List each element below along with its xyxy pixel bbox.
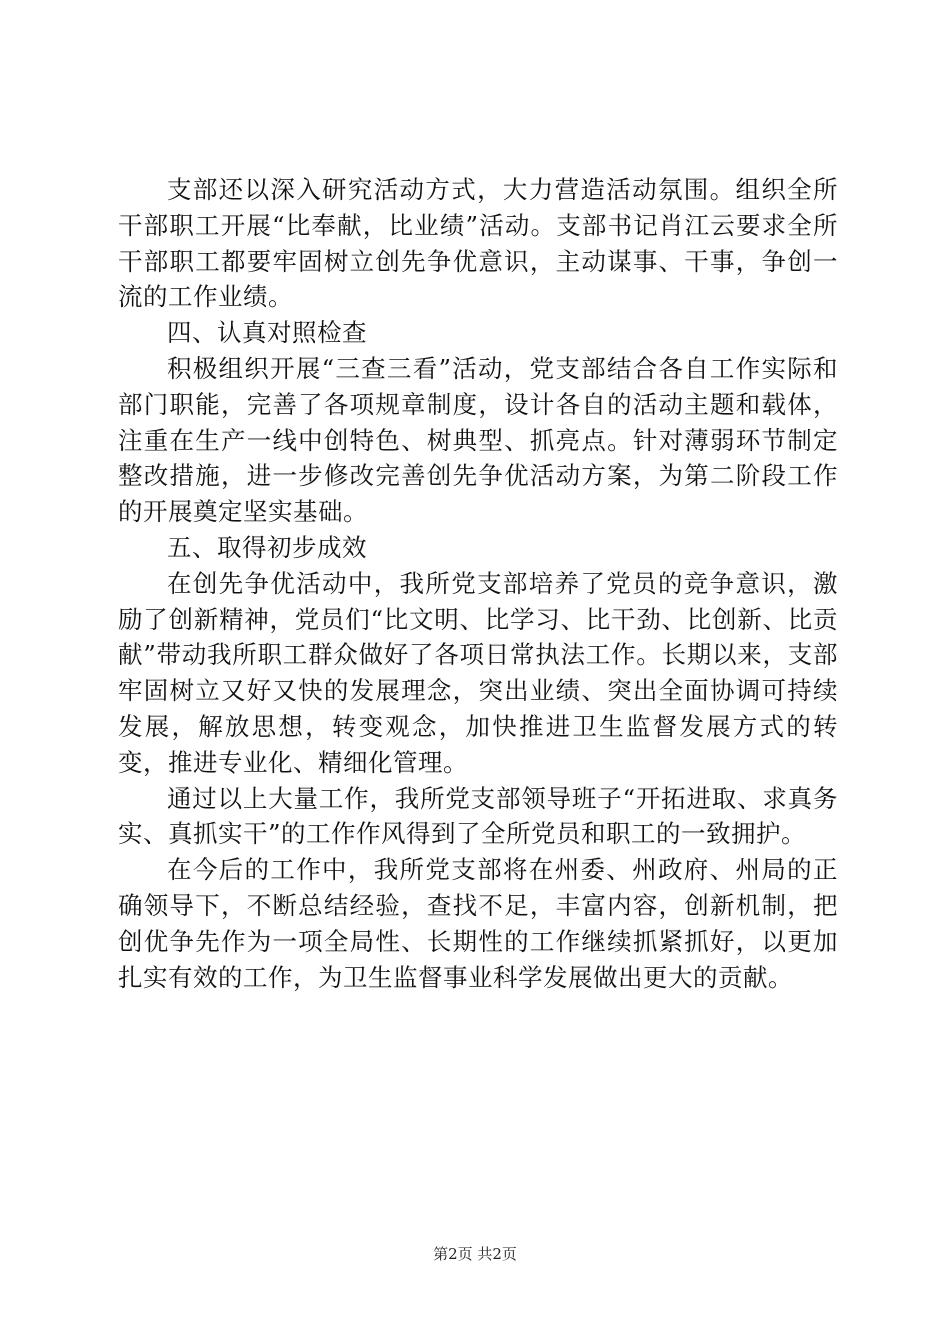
document-body bbox=[118, 172, 838, 995]
paragraph-work-style: 通过以上大量工作，我所党支部领导班子“开拓进取、求真务实、真抓实干”的工作作风得到了全所党员和职工的一致拥护。 bbox=[118, 783, 838, 849]
page-footer: 第2页 共2页 bbox=[433, 1245, 517, 1263]
paragraph-three-checks: 积极组织开展“三查三看”活动，党支部结合各自工作实际和部门职能，完善了各项规章制度，设计各自的活动主题和载体，注重在生产一线中创特色、树典型、抓亮点。针对薄弱环节制定整改措施，进一步修改完善创先争优活动方案，为第二阶段工作的开展奠定坚实基础。 bbox=[118, 353, 838, 527]
section-heading-5: 五、取得初步成效 bbox=[167, 532, 367, 562]
paragraph-future-work: 在今后的工作中，我所党支部将在州委、州政府、州局的正确领导下，不断总结经验，查找不足，丰富内容，创新机制，把创优争先作为一项全局性、长期性的工作继续抓紧抓好，以更加扎实有效的工作，为卫生监督事业科学发展做出更大的贡献。 bbox=[118, 855, 838, 992]
section-heading-4: 四、认真对照检查 bbox=[167, 318, 367, 348]
paragraph-initial-results: 在创先争优活动中，我所党支部培养了党员的竞争意识，激励了创新精神，党员们“比文明、比学习、比干劲、比创新、比贡献”带动我所职工群众做好了各项日常执法工作。长期以来，支部牢固树立又好又快的发展理念，突出业绩、突出全面协调可持续发展，解放思想，转变观念，加快推进卫生监督发展方式的转变，推进专业化、精细化管理。 bbox=[118, 568, 838, 777]
paragraph-activity-atmosphere: 支部还以深入研究活动方式，大力营造活动氛围。组织全所干部职工开展“比奉献，比业绩”活动。支部书记肖江云要求全所干部职工都要牢固树立创先争优意识，主动谋事、干事，争创一流的工作业绩。 bbox=[118, 175, 838, 312]
